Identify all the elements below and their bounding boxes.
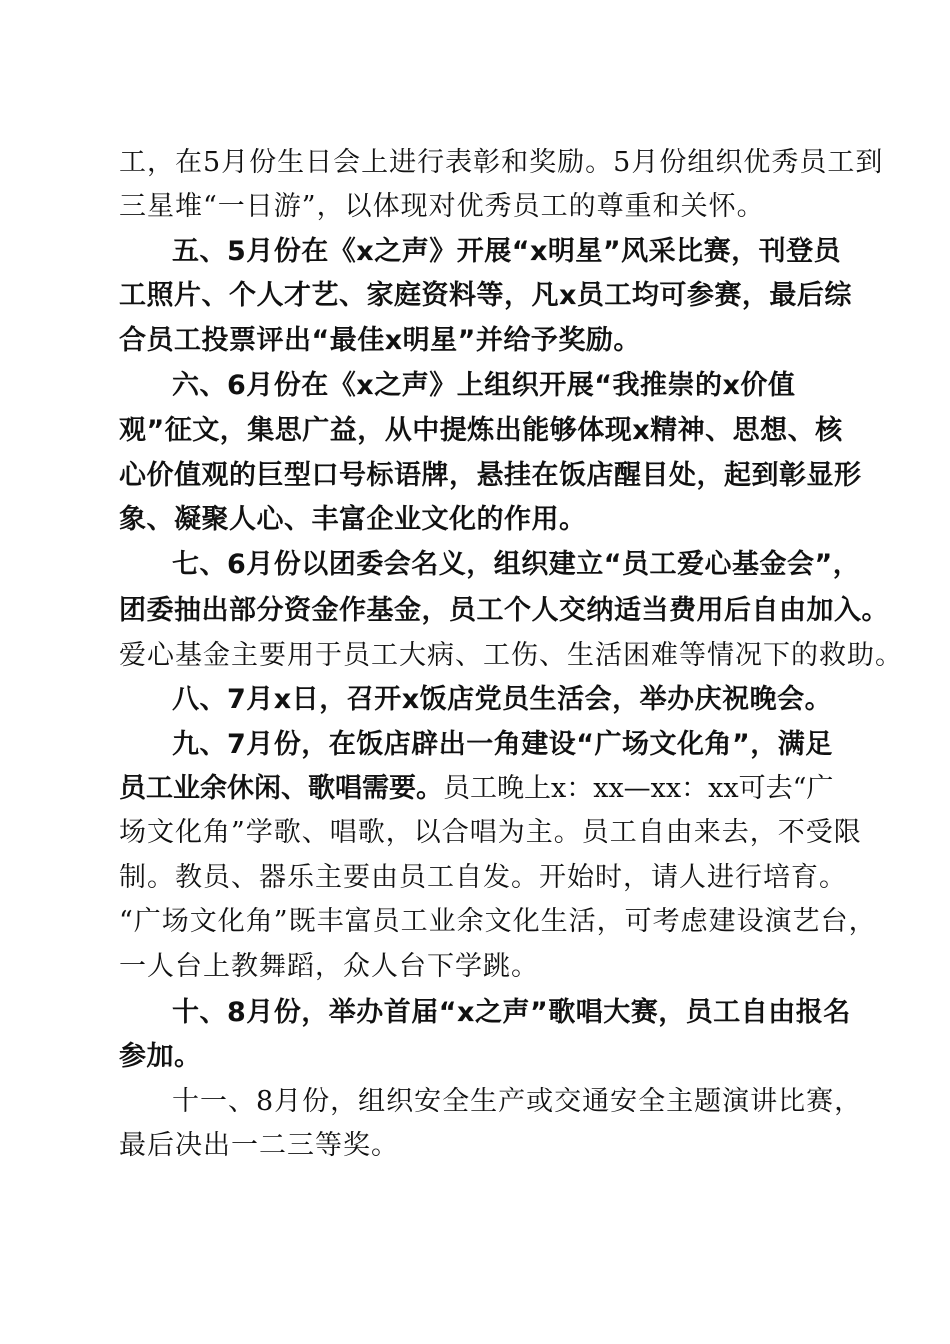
text-line-14: 九、7月份，在饭店辟出一角建设“广场文化角”，满足 [172, 729, 833, 760]
text-line-12: 爱心基金主要用于员工大病、工伤、生活困难等情况下的救助。 [119, 640, 903, 671]
text-line-22: 十一、8月份，组织安全生产或交通安全主题演讲比赛， [172, 1086, 863, 1117]
text-line-15-regular: 员工晚上x：xx—xx：xx可去“广 [443, 773, 834, 804]
text-line-7: 观”征文，集思广益，从中提炼出能够体现x精神、思想、核 [119, 415, 843, 446]
text-line-1: 工，在5月份生日会上进行表彰和奖励。5月份组织优秀员工到 [119, 147, 884, 178]
text-line-10: 七、6月份以团委会名义，组织建立“员工爱心基金会”， [172, 549, 861, 580]
text-line-9: 象、凝聚人心、丰富企业文化的作用。 [119, 504, 587, 535]
text-line-8: 心价值观的巨型口号标语牌，悬挂在饭店醒目处，起到彰显形 [119, 460, 862, 491]
text-line-18: “广场文化角”既丰富员工业余文化生活，可考虑建设演艺台， [119, 906, 877, 937]
text-line-6: 六、6月份在《x之声》上组织开展“我推崇的x价值 [172, 370, 796, 401]
text-line-11: 团委抽出部分资金作基金，员工个人交纳适当费用后自由加入。 [119, 595, 889, 626]
text-line-3: 五、5月份在《x之声》开展“x明星”风采比赛，刊登员 [172, 236, 842, 267]
text-line-19: 一人台上教舞蹈，众人台下学跳。 [119, 951, 539, 982]
text-line-16: 场文化角”学歌、唱歌，以合唱为主。员工自由来去，不受限 [119, 817, 862, 848]
text-line-13: 八、7月x日，召开x饭店党员生活会，举办庆祝晚会。 [172, 684, 833, 715]
text-line-15-bold: 员工业余休闲、歌唱需要。 [119, 773, 443, 804]
text-line-23: 最后决出一二三等奖。 [119, 1130, 399, 1161]
text-line-5: 合员工投票评出“最佳x明星”并给予奖励。 [119, 325, 641, 356]
text-line-4: 工照片、个人才艺、家庭资料等，凡x员工均可参赛，最后综 [119, 280, 852, 311]
text-line-2: 三星堆“一日游”，以体现对优秀员工的尊重和关怀。 [119, 191, 765, 222]
text-line-21: 参加。 [119, 1041, 202, 1072]
text-line-15 [119, 766, 950, 810]
text-line-17: 制。教员、器乐主要由员工自发。开始时，请人进行培育。 [119, 862, 847, 893]
text-line-20: 十、8月份，举办首届“x之声”歌唱大赛，员工自由报名 [172, 997, 851, 1028]
